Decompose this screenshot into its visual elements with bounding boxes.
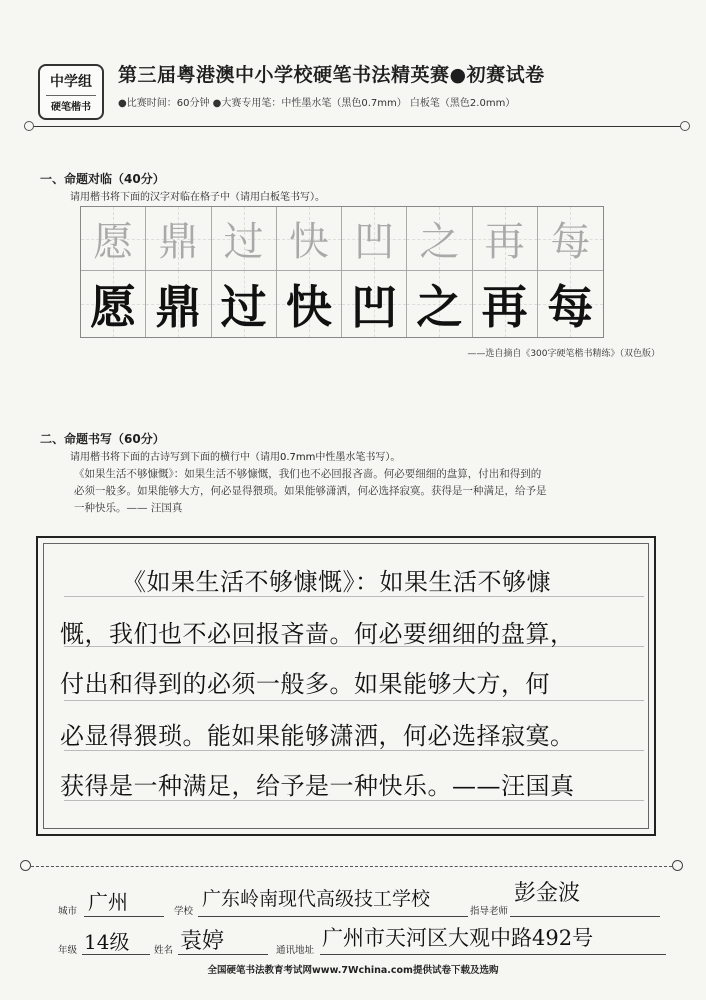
cut-line (26, 866, 682, 867)
teacher-value[interactable]: 彭金波 (514, 881, 581, 906)
writing-box[interactable] (36, 536, 656, 836)
name-underline (178, 954, 268, 955)
written-char: 过 (220, 280, 267, 334)
poem-line: 《如果生活不够慷慨》：如果生活不够慷慨，我们也不必回报吝啬。何必要细细的盘算，付出和得到的 (74, 468, 542, 480)
handwritten-line: 慨，我们也不必回报吝啬。何必要细细的盘算， (60, 620, 575, 648)
city-value[interactable]: 广州 (88, 890, 128, 914)
model-char: 凹 (354, 219, 395, 265)
school-label: 学校 (174, 906, 194, 917)
header-divider (28, 126, 688, 127)
binding-hole-icon (24, 121, 34, 131)
binding-hole-icon (672, 860, 683, 871)
grid-cell[interactable] (212, 271, 277, 337)
grid-cell[interactable] (146, 271, 211, 337)
handwritten-line: 必显得猥琐。能如果能够潇洒，何必选择寂寞。 (60, 722, 575, 750)
grid-cell[interactable] (81, 207, 146, 271)
model-char: 之 (419, 219, 460, 265)
page-subtitle: ●比赛时间：60分钟 ●大赛专用笔：中性墨水笔（黑色0.7mm） 白板笔（黑色2.0mm） (118, 98, 516, 109)
poem-text (74, 466, 654, 517)
badge-divider (46, 95, 96, 96)
grid-cell[interactable] (342, 207, 407, 271)
model-char: 过 (223, 219, 264, 265)
written-char: 愿 (90, 280, 137, 334)
grid-cell[interactable] (146, 207, 211, 271)
written-char: 鼎 (155, 280, 202, 334)
copying-grid (80, 206, 604, 338)
handwritten-line: 《如果生活不够慷慨》：如果生活不够慷 (122, 568, 551, 596)
grid-cell[interactable] (407, 207, 472, 271)
group-badge (38, 64, 104, 120)
binding-hole-icon (680, 121, 690, 131)
grid-cell[interactable] (407, 271, 472, 337)
written-char: 再 (481, 280, 528, 334)
written-char: 每 (547, 280, 594, 334)
city-underline (84, 916, 164, 917)
name-value[interactable]: 袁婷 (180, 929, 225, 954)
grid-cell[interactable] (538, 207, 603, 271)
grade-value[interactable]: 14级 (84, 930, 130, 954)
handwritten-line: 付出和得到的必须一般多。如果能够大方，何 (60, 670, 550, 698)
section2-title: 二、命题书写（60分） (40, 432, 165, 446)
writing-rule (64, 700, 644, 701)
teacher-label: 指导老师 (470, 906, 509, 917)
grid-cell[interactable] (538, 271, 603, 337)
address-underline (320, 954, 666, 955)
page-title: 第三届粤港澳中小学校硬笔书法精英赛●初赛试卷 (118, 64, 545, 86)
model-char: 愿 (93, 219, 134, 265)
model-char: 快 (288, 219, 329, 265)
handwritten-line: 获得是一种满足，给予是一种快乐。——汪国真 (60, 772, 575, 800)
poem-line: 必须一般多。如果能够大方，何必显得猥琐。如果能够潇洒，何必选择寂寞。获得是一种满足，给予是 (74, 485, 547, 497)
model-char: 再 (484, 219, 525, 265)
grid-cell[interactable] (277, 207, 342, 271)
school-underline (198, 916, 468, 917)
badge-style: 硬笔楷书 (51, 102, 91, 113)
model-char: 鼎 (158, 219, 199, 265)
name-label: 姓名 (154, 945, 174, 956)
grid-cell[interactable] (473, 271, 538, 337)
grid-cell[interactable] (212, 207, 277, 271)
source-citation: ——选自摘自《300字硬笔楷书精练》（双色版） (467, 349, 660, 359)
grid-cell[interactable] (473, 207, 538, 271)
written-char: 快 (285, 280, 332, 334)
grade-underline (82, 954, 150, 955)
written-char: 凹 (351, 280, 398, 334)
grade-label: 年级 (58, 945, 78, 956)
binding-hole-icon (20, 860, 31, 871)
teacher-underline (510, 916, 660, 917)
address-value[interactable]: 广州市天河区大观中路492号 (322, 926, 594, 950)
badge-group: 中学组 (50, 74, 92, 90)
section1-title: 一、命题对临（40分） (40, 172, 165, 186)
footer-note: 全国硬笔书法教育考试网www.7Wchina.com提供试卷下载及选购 (207, 965, 499, 976)
poem-line: 一种快乐。—— 汪国真 (74, 502, 183, 514)
model-char: 每 (550, 219, 591, 265)
written-char: 之 (416, 280, 463, 334)
address-label: 通讯地址 (276, 945, 315, 956)
school-value[interactable]: 广东岭南现代高级技工学校 (202, 888, 431, 910)
section2-instruction: 请用楷书将下面的古诗写到下面的横行中（请用0.7mm中性墨水笔书写）。 (70, 452, 401, 463)
city-label: 城市 (58, 906, 78, 917)
grid-cell[interactable] (277, 271, 342, 337)
grid-cell[interactable] (81, 271, 146, 337)
grid-cell[interactable] (342, 271, 407, 337)
section1-instruction: 请用楷书将下面的汉字对临在格子中（请用白板笔书写）。 (70, 192, 325, 203)
